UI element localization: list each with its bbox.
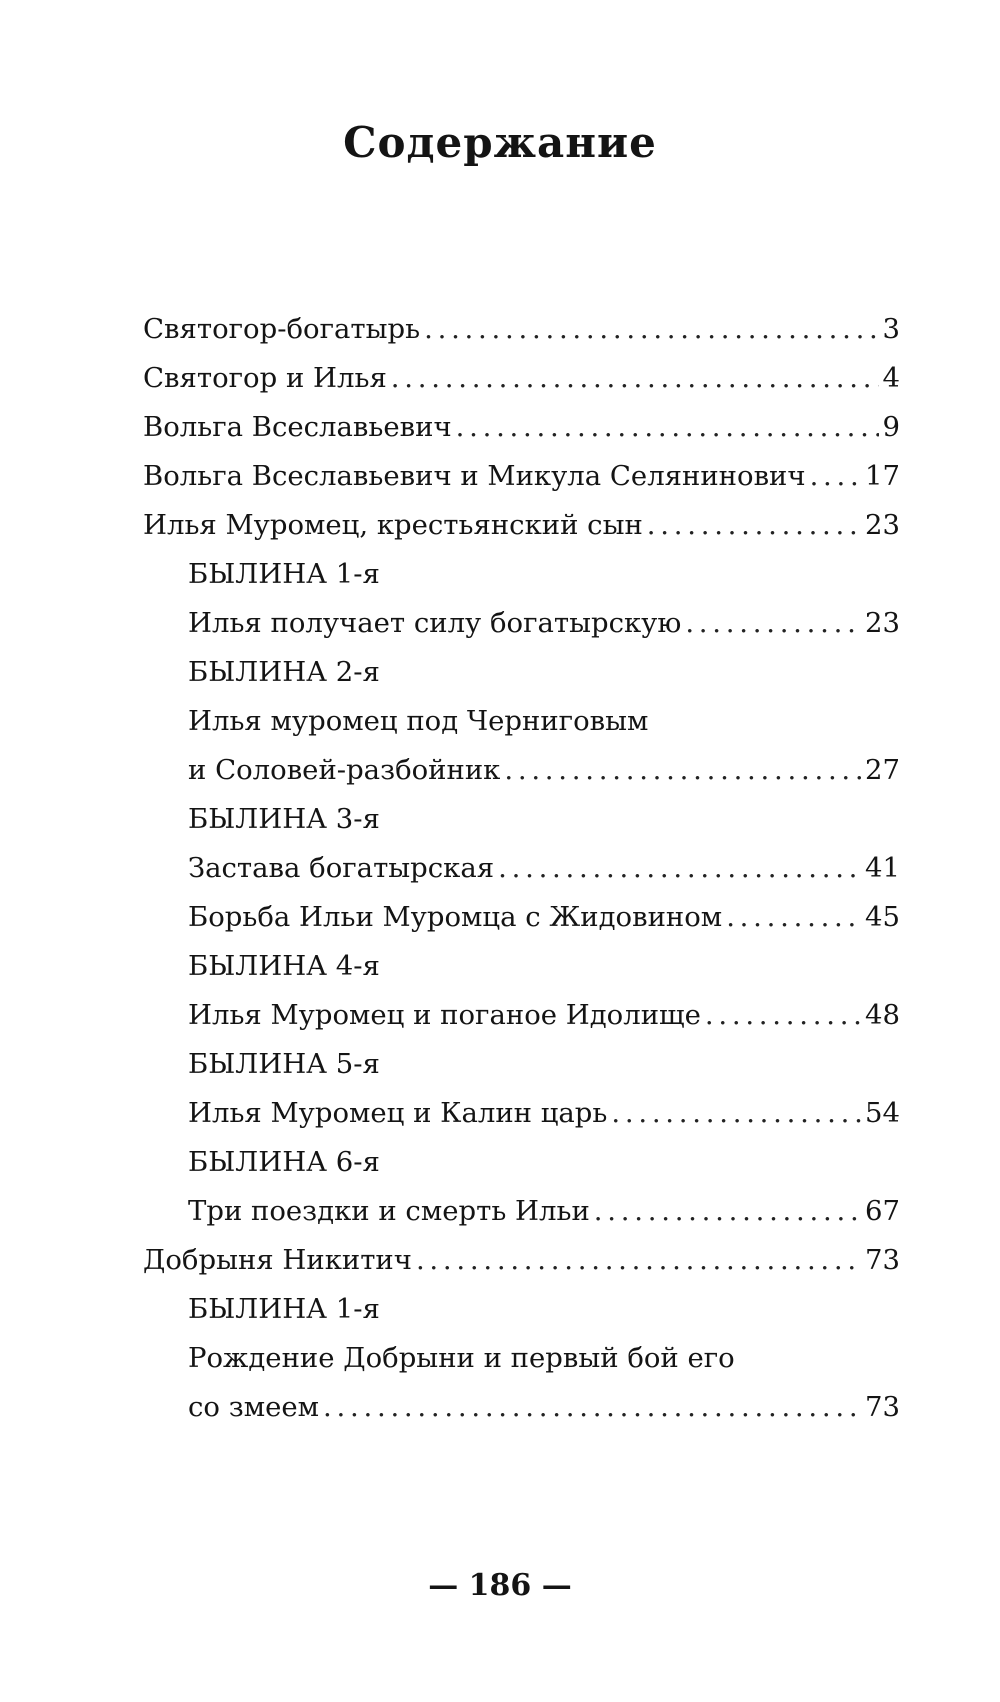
- toc-entry-label: Борьба Ильи Муромца с Жидовином: [188, 901, 723, 933]
- dot-leader: [323, 1383, 861, 1432]
- toc-entry-label: Илья муромец под Черниговым: [188, 705, 649, 737]
- toc-entry: [143, 403, 900, 452]
- dot-leader: [416, 1236, 861, 1285]
- toc-heading: [143, 1334, 900, 1383]
- toc-entry: [143, 1236, 900, 1285]
- dot-leader: [611, 1089, 861, 1138]
- toc-heading: [143, 1138, 900, 1187]
- toc-entry-page: 45: [865, 901, 900, 933]
- toc-entry-page: 17: [865, 460, 900, 492]
- toc-entry-page: 48: [865, 999, 900, 1031]
- toc-entry-page: 73: [865, 1244, 900, 1276]
- toc-heading: [143, 942, 900, 991]
- toc-entry-label: Вольга Всеславьевич: [143, 411, 452, 443]
- toc-entry-label: БЫЛИНА 1-я: [188, 558, 380, 590]
- page-number: — 186 —: [428, 1568, 572, 1603]
- toc-entry-label: Илья получает силу богатырскую: [188, 607, 682, 639]
- toc-entry: [143, 844, 900, 893]
- page-title: Содержание: [343, 118, 657, 167]
- toc-entry-label: Три поездки и смерть Ильи: [188, 1195, 590, 1227]
- toc-entry: [143, 354, 900, 403]
- toc-entry: [143, 1187, 900, 1236]
- toc-heading: [143, 1285, 900, 1334]
- toc-heading: [143, 1040, 900, 1089]
- toc-entry-label: Илья Муромец, крестьянский сын: [143, 509, 643, 541]
- toc-entry-label: Застава богатырская: [188, 852, 495, 884]
- toc-entry-label: Рождение Добрыни и первый бой его: [188, 1342, 735, 1374]
- toc-heading: [143, 697, 900, 746]
- toc-entry-page: 9: [882, 411, 900, 443]
- dot-leader: [594, 1187, 861, 1236]
- dot-leader: [498, 844, 861, 893]
- toc-entry-label: Илья Муромец и поганое Идолище: [188, 999, 701, 1031]
- toc-entry-label: Святогор-богатырь: [143, 313, 421, 345]
- toc-entry-label: БЫЛИНА 3-я: [188, 803, 380, 835]
- toc-entry-label: со змеем: [188, 1391, 320, 1423]
- dot-leader: [424, 305, 878, 354]
- dot-leader: [647, 501, 861, 550]
- toc-entry-page: 23: [865, 509, 900, 541]
- toc-entry-page: 27: [865, 754, 900, 786]
- dot-leader: [705, 991, 861, 1040]
- dot-leader: [391, 354, 879, 403]
- toc-entry-label: Добрыня Никитич: [143, 1244, 412, 1276]
- toc-entry-page: 23: [865, 607, 900, 639]
- dot-leader: [685, 599, 861, 648]
- toc-entry-page: 41: [865, 852, 900, 884]
- toc-entry: [143, 452, 900, 501]
- toc-entry-page: 67: [865, 1195, 900, 1227]
- dot-leader: [810, 452, 861, 501]
- toc-entry: [143, 501, 900, 550]
- toc-entry-label: Илья Муромец и Калин царь: [188, 1097, 608, 1129]
- toc-entry: [143, 305, 900, 354]
- dot-leader: [456, 403, 879, 452]
- toc-entry-label: БЫЛИНА 2-я: [188, 656, 380, 688]
- dot-leader: [504, 746, 861, 795]
- toc-heading: [143, 648, 900, 697]
- toc-entry-label: БЫЛИНА 5-я: [188, 1048, 380, 1080]
- toc-entry: [143, 1089, 900, 1138]
- toc-entry-label: БЫЛИНА 6-я: [188, 1146, 380, 1178]
- toc-entry-label: Святогор и Илья: [143, 362, 387, 394]
- toc-entry-page: 3: [882, 313, 900, 345]
- toc-entry-label: Вольга Всеславьевич и Микула Селянинович: [143, 460, 806, 492]
- toc-entry-label: и Соловей-разбойник: [188, 754, 501, 786]
- toc-entry-page: 4: [882, 362, 900, 394]
- toc-entry: [143, 1383, 900, 1432]
- toc-entry-page: 54: [865, 1097, 900, 1129]
- toc-entry-page: 73: [865, 1391, 900, 1423]
- toc-heading: [143, 795, 900, 844]
- toc-entry: [143, 746, 900, 795]
- toc-entry: [143, 599, 900, 648]
- toc-entry: [143, 991, 900, 1040]
- toc-entry-label: БЫЛИНА 4-я: [188, 950, 380, 982]
- toc-heading: [143, 550, 900, 599]
- toc-entry: [143, 893, 900, 942]
- dot-leader: [726, 893, 861, 942]
- toc-entry-label: БЫЛИНА 1-я: [188, 1293, 380, 1325]
- table-of-contents: [143, 305, 900, 1432]
